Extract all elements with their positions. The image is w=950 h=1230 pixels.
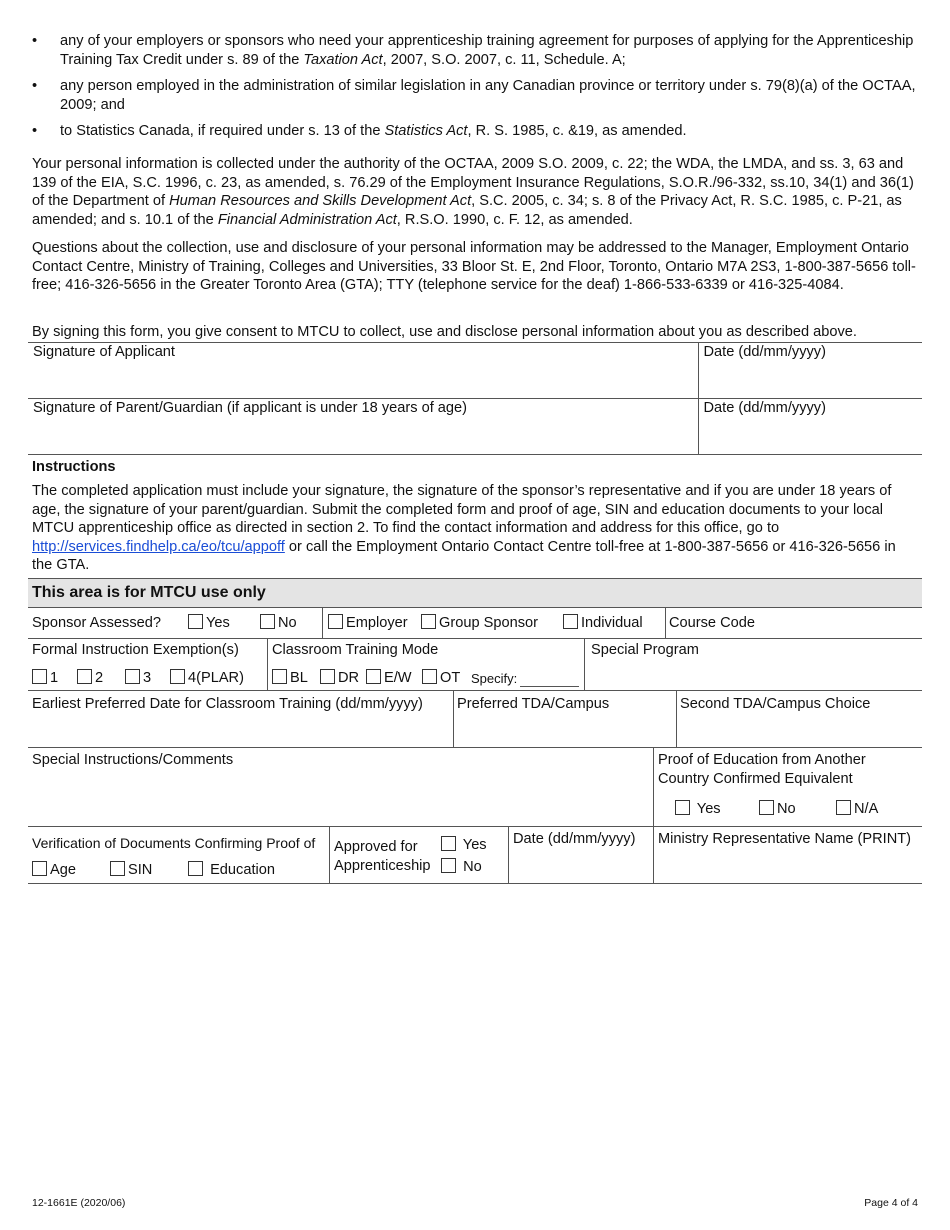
disclosure-bullets	[32, 32, 920, 149]
checkbox[interactable]	[675, 800, 690, 815]
checkbox[interactable]	[441, 836, 456, 851]
approved-yes[interactable]: Yes	[441, 836, 487, 855]
proof-education-no[interactable]: No	[759, 800, 796, 819]
mode-ot[interactable]: OT	[422, 669, 460, 688]
formal-exemption-label: Formal Instruction Exemption(s)	[32, 642, 239, 658]
questions-paragraph: Questions about the collection, use and disclosure of your personal information may be addressed to the Manager, Employment Ontario Contact Centre, Ministry of Training, Colleges and Universities, 33 Bloor St. E, 2nd Floor, Toronto, Ontario M7A 2S3, 1-800-387-5656 toll-free; 416-326-5656 in the Greater Toronto Area (GTA); TTY (telephone service for the deaf) 1-866-533-6339 or 416-325-4084.	[32, 240, 916, 293]
checkbox[interactable]	[422, 669, 437, 684]
applicant-date-field[interactable]: Date (dd/mm/yyyy)	[698, 343, 922, 399]
checkbox[interactable]	[32, 669, 47, 684]
parent-signature-field[interactable]: Signature of Parent/Guardian (if applicant is under 18 years of age)	[28, 399, 698, 455]
verify-sin[interactable]: SIN	[110, 861, 152, 880]
proof-education-na[interactable]: N/A	[836, 800, 878, 819]
ministry-rep-name-field[interactable]: Ministry Representative Name (PRINT)	[658, 831, 912, 847]
checkbox[interactable]	[563, 614, 578, 629]
checkbox[interactable]	[77, 669, 92, 684]
second-tda-field[interactable]: Second TDA/Campus Choice	[680, 696, 871, 712]
parent-date-field[interactable]: Date (dd/mm/yyyy)	[698, 399, 922, 455]
checkbox[interactable]	[328, 614, 343, 629]
sponsor-assessed-yes[interactable]: Yes	[188, 614, 230, 633]
mode-ew[interactable]: E/W	[366, 669, 412, 688]
proof-education-label: Proof of Education from Another Country Confirmed Equivalent	[658, 752, 866, 787]
course-code-field[interactable]: Course Code	[669, 615, 755, 631]
approved-for-label: Approved for	[334, 839, 418, 855]
verification-label: Verification of Documents Confirming Proof of	[32, 835, 316, 851]
authority-paragraph: Your personal information is collected under the authority of the OCTAA, 2009 S.O. 2009, c. 22; the WDA, the LMDA, and ss. 3, 63 and 139 of the EIA, S.C. 1996, c. 23, as amended, s. 76.29 of the Employment Insurance Regulations, S.O.R./96-332, ss.10, 34(1) and 36(1) of the Department of Human Resources and Skills Development Act, S.C. 2005, c. 34; s. 8 of the Privacy Act, R. S.C. 1985, c. P-21, as amended; and s. 10.1 of the Financial Administration Act, R.S.O. 1990, c. F. 12, as amended.	[32, 156, 914, 228]
office-locator-link[interactable]: http://services.findhelp.ca/eo/tcu/appoff	[32, 538, 285, 555]
classroom-mode-label: Classroom Training Mode	[272, 642, 439, 658]
checkbox[interactable]	[836, 800, 851, 815]
checkbox[interactable]	[110, 861, 125, 876]
checkbox[interactable]	[32, 861, 47, 876]
individual-option[interactable]: Individual	[563, 614, 643, 633]
group-sponsor-option[interactable]: Group Sponsor	[421, 614, 538, 633]
employer-option[interactable]: Employer	[328, 614, 408, 633]
preferred-tda-field[interactable]: Preferred TDA/Campus	[457, 696, 610, 712]
instructions-heading: Instructions	[32, 459, 116, 475]
special-instructions-field[interactable]: Special Instructions/Comments	[32, 752, 234, 768]
list-item: • to Statistics Canada, if required under s. 13 of the Statistics Act, R. S. 1985, c. &19, as amended.	[32, 123, 687, 139]
checkbox[interactable]	[441, 858, 456, 873]
checkbox[interactable]	[421, 614, 436, 629]
list-item: • any of your employers or sponsors who need your apprenticeship training agreement for purposes of applying for the Apprenticeship Training Tax Credit under s. 89 of the Taxation Act, 2007, S.O. 2007, c. 11, Schedule. A;	[32, 33, 914, 68]
verify-education[interactable]: Education	[188, 861, 275, 880]
list-item: • any person employed in the administration of similar legislation in any Canadian province or territory under s. 79(8)(a) of the OCTAA, 2009; and	[32, 78, 916, 113]
exemption-1[interactable]: 1	[32, 669, 58, 688]
exemption-3[interactable]: 3	[125, 669, 151, 688]
sponsor-assessed-no[interactable]: No	[260, 614, 297, 633]
proof-education-yes[interactable]: Yes	[675, 800, 721, 819]
approval-date-field[interactable]: Date (dd/mm/yyyy)	[513, 831, 636, 847]
verify-age[interactable]: Age	[32, 861, 76, 880]
checkbox[interactable]	[125, 669, 140, 684]
form-number: 12-1661E (2020/06)	[32, 1197, 126, 1209]
exemption-4-plar[interactable]: 4(PLAR)	[170, 669, 244, 688]
approved-no[interactable]: No	[441, 858, 482, 877]
checkbox[interactable]	[260, 614, 275, 629]
checkbox[interactable]	[759, 800, 774, 815]
checkbox[interactable]	[320, 669, 335, 684]
applicant-signature-field[interactable]: Signature of Applicant	[28, 343, 698, 399]
special-program-field[interactable]: Special Program	[591, 642, 699, 658]
checkbox[interactable]	[272, 669, 287, 684]
exemption-2[interactable]: 2	[77, 669, 103, 688]
checkbox[interactable]	[170, 669, 185, 684]
checkbox[interactable]	[188, 614, 203, 629]
mtcu-use-section	[28, 578, 922, 884]
checkbox[interactable]	[188, 861, 203, 876]
mtcu-heading: This area is for MTCU use only	[28, 579, 922, 607]
instructions-text: The completed application must include your signature, the signature of the sponsor’s representative and if you are under 18 years of age, the signature of your parent/guardian. Submit the completed form and proof of age, SIN and education documents to your local MTCU apprenticeship office as directed in section 2. To find the contact information and address for this office, go to http://services.findhelp.ca/eo/tcu/appoff or call the Employment Ontario Contact Centre toll-free at 1-800-387-5656 or 416-326-5656 in the GTA.	[32, 483, 896, 573]
apprenticeship-label: Apprenticeship	[334, 858, 431, 874]
specify-label: Specify:	[471, 671, 518, 686]
page-number: Page 4 of 4	[864, 1197, 918, 1209]
earliest-date-field[interactable]: Earliest Preferred Date for Classroom Training (dd/mm/yyyy)	[32, 696, 423, 712]
specify-input[interactable]	[520, 673, 579, 687]
consent-statement: By signing this form, you give consent to MTCU to collect, use and disclose personal information about you as described above.	[32, 324, 857, 340]
signature-table	[28, 342, 922, 455]
mode-bl[interactable]: BL	[272, 669, 308, 688]
sponsor-assessed-label: Sponsor Assessed?	[32, 615, 161, 631]
mode-dr[interactable]: DR	[320, 669, 359, 688]
checkbox[interactable]	[366, 669, 381, 684]
